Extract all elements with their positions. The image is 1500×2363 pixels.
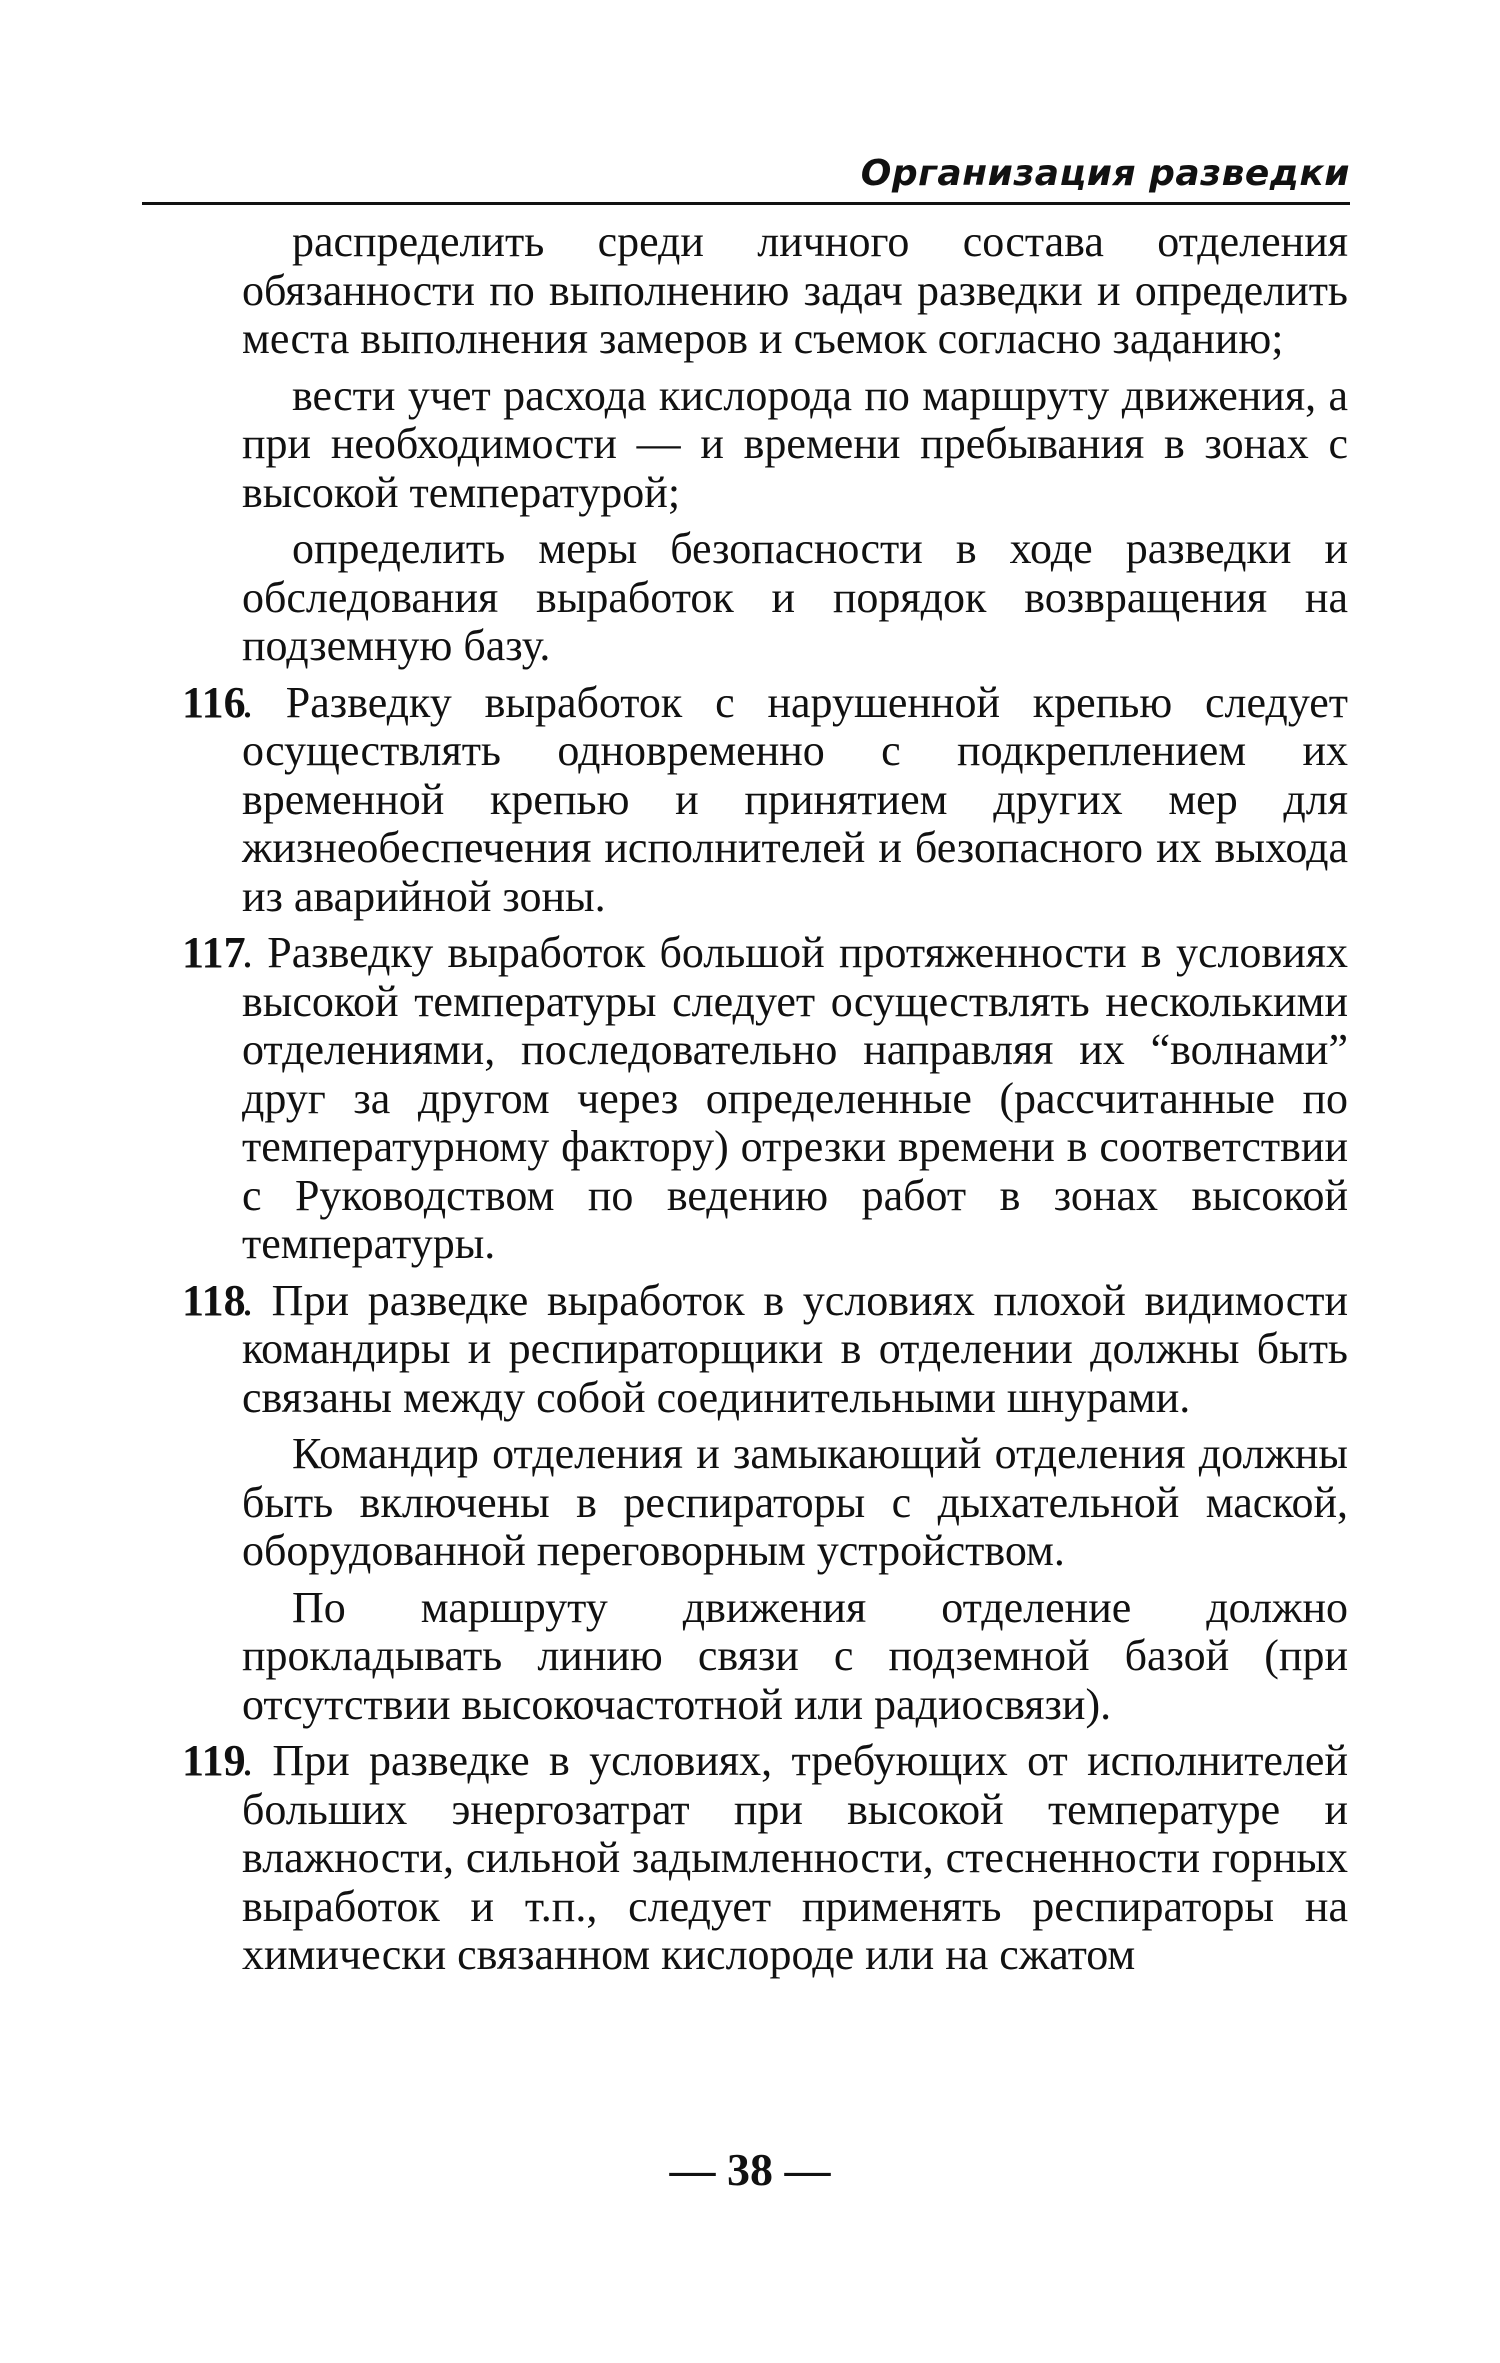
page-number: — 38 — [669, 2144, 831, 2195]
item-number: 118 [182, 1275, 246, 1325]
numbered-item-119 [182, 1736, 1348, 1980]
numbered-item-116 [182, 677, 1348, 922]
item-text: . При разведке выработок в условиях плохой видимости командиры и респираторщики в отделении должны быть связаны между собой соединительными шнурами. [242, 1275, 1348, 1422]
item-number: 119 [182, 1736, 246, 1785]
item-number: 117 [182, 928, 246, 977]
paragraph: По маршруту движения отделение должно прокладывать линию связи с подземной базой (при отсутствии высокочастотной или радиосвязи). [242, 1582, 1348, 1729]
numbered-item-117 [182, 928, 1348, 1269]
item-number: 116 [182, 677, 246, 727]
paragraph: определить меры безопасности в ходе разведки и обследования выработок и порядок возвращения на подземную базу. [242, 524, 1348, 670]
page-body [182, 217, 1348, 1988]
paragraph: вести учет расхода кислорода по маршруту движения, а при необходимости — и времени пребывания в зонах с высокой температурой; [242, 370, 1348, 517]
item-text: . Разведку выработок большой протяженности в условиях высокой температуры следует осуществлять несколькими отделениями, последовательно направляя их “волнами” друг за другом через определенные (рассчитанные по температурному фактору) отрезки времени в соответствии с Руководством по ведению работ в зонах высокой температуры. [242, 928, 1348, 1268]
numbered-item-118 [182, 1275, 1348, 1423]
item-text: . При разведке в условиях, требующих от исполнителей больших энергозатрат при высокой температуре и влажности, сильной задымленности, стесненности горных выработок и т.п., следует применять респираторы на химически связанном кислороде или на сжатом [242, 1736, 1348, 1979]
item-text: . Разведку выработок с нарушенной крепью следует осуществлять одновременно с подкреплением их временной крепью и принятием других мер для жизнеобеспечения исполнителей и безопасного их выхода из аварийной зоны. [242, 677, 1348, 921]
paragraph: распределить среди личного состава отделения обязанности по выполнению задач разведки и определить места выполнения замеров и съемок согласно заданию; [242, 217, 1348, 363]
running-header [142, 150, 1350, 205]
paragraph: Командир отделения и замыкающий отделения должны быть включены в респираторы с дыхательной маской, оборудованной переговорным устройством. [242, 1429, 1348, 1575]
header-title: Организация разведки [860, 153, 1350, 194]
